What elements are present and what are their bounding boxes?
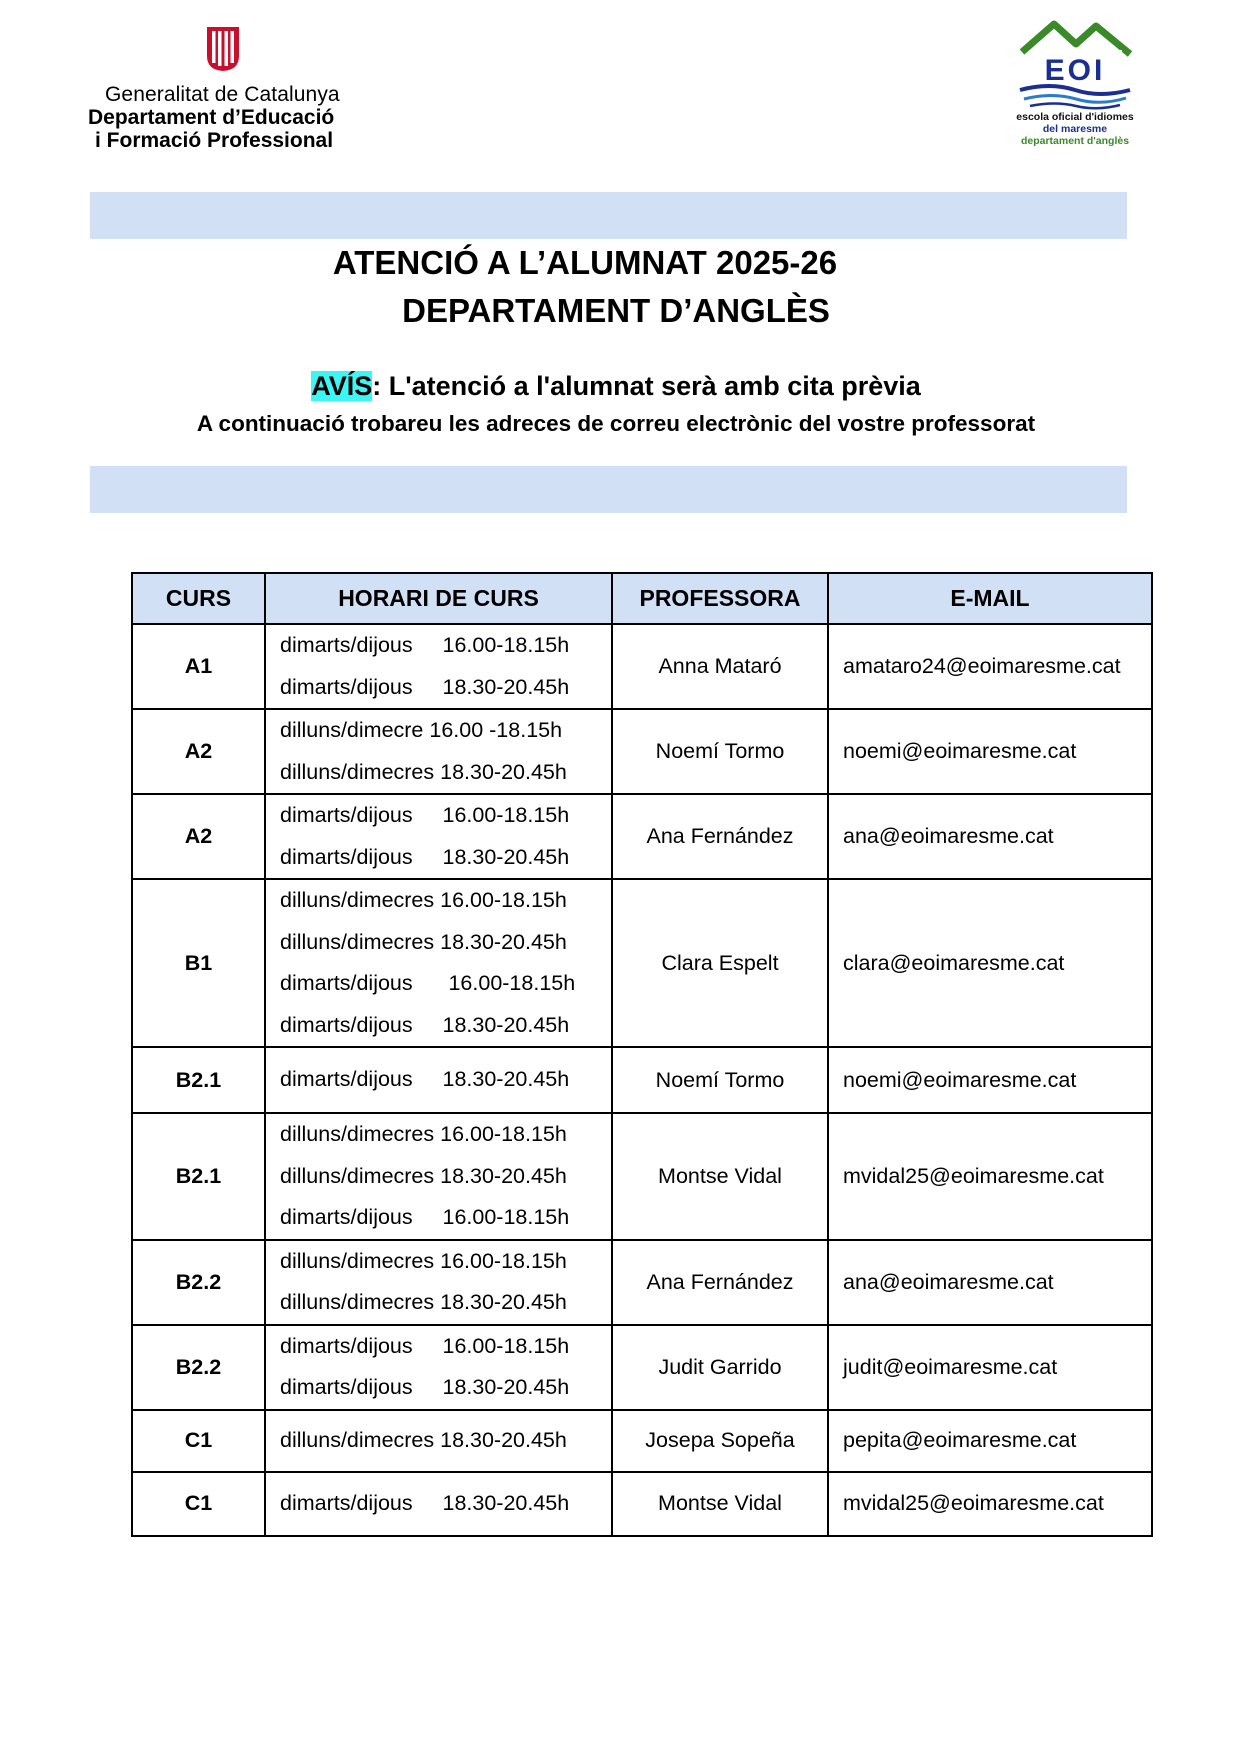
table-row: [132, 1410, 1152, 1472]
email-cell[interactable]: pepita@eoimaresme.cat: [828, 1410, 1152, 1472]
teacher-cell: Noemí Tormo: [612, 709, 828, 794]
eoi-location: del maresme: [1042, 123, 1108, 135]
schedule-cell: [265, 1240, 612, 1325]
bottom-band: [90, 466, 1127, 513]
teacher-cell: Montse Vidal: [612, 1113, 828, 1240]
schedule-line: dilluns/dimecre 16.00 -18.15h: [280, 718, 563, 742]
email-cell[interactable]: noemi@eoimaresme.cat: [828, 1047, 1152, 1113]
course-cell: B2.1: [132, 1113, 265, 1240]
schedule-line: dilluns/dimecres 16.00-18.15h: [280, 888, 567, 912]
schedule-line: dilluns/dimecres 16.00-18.15h: [280, 1248, 567, 1273]
schedule-line: dimarts/dijous 18.30-20.45h: [280, 844, 570, 869]
schedule-line: dimarts/dijous 18.30-20.45h: [280, 1490, 570, 1515]
top-band: [90, 192, 1127, 239]
schedule-line: dimarts/dijous 16.00-18.15h: [280, 971, 576, 995]
schedule-cell: [265, 1325, 612, 1410]
teacher-cell: Ana Fernández: [612, 1240, 828, 1325]
table-row: [132, 879, 1152, 1047]
table-row: [132, 624, 1152, 709]
course-cell: B2.1: [132, 1047, 265, 1113]
course-cell: C1: [132, 1472, 265, 1536]
header-professora: PROFESSORA: [612, 573, 828, 624]
schedule-line: dimarts/dijous 16.00-18.15h: [280, 1205, 570, 1229]
schedule-cell: [265, 794, 612, 879]
email-cell[interactable]: ana@eoimaresme.cat: [828, 1240, 1152, 1325]
page-title: ATENCIÓ A L’ALUMNAT 2025-26: [332, 244, 838, 281]
table-row: [132, 1472, 1152, 1536]
email-cell[interactable]: mvidal25@eoimaresme.cat: [828, 1113, 1152, 1240]
table-row: [132, 709, 1152, 794]
notice-subtext: A continuació trobareu les adreces de correu electrònic del vostre professorat: [196, 411, 1036, 436]
notice: [0, 371, 1232, 402]
course-cell: C1: [132, 1410, 265, 1472]
teacher-cell: Montse Vidal: [612, 1472, 828, 1536]
schedule-line: dimarts/dijous 16.00-18.15h: [280, 803, 570, 827]
eoi-school-name: escola oficial d'idiomes: [1016, 111, 1134, 123]
generalitat-emblem-icon: [206, 26, 240, 72]
schedule-line: dimarts/dijous 18.30-20.45h: [280, 1067, 570, 1092]
schedule-cell: [265, 1113, 612, 1240]
schedule-cell: [265, 1047, 612, 1113]
header-email: E-MAIL: [828, 573, 1152, 624]
eoi-logo: [1010, 20, 1140, 155]
schedule-table: [131, 572, 1153, 1537]
table-header-row: [132, 573, 1152, 624]
header-curs: CURS: [132, 573, 265, 624]
course-cell: B2.2: [132, 1240, 265, 1325]
teacher-cell: Noemí Tormo: [612, 1047, 828, 1113]
schedule-cell: [265, 1472, 612, 1536]
eoi-logo-text: EOI: [1044, 54, 1106, 87]
gencat-department: Departament d’Educació: [88, 106, 335, 129]
schedule-line: dilluns/dimecres 18.30-20.45h: [280, 929, 567, 954]
schedule-line: dilluns/dimecres 18.30-20.45h: [280, 1427, 567, 1452]
schedule-cell: [265, 624, 612, 709]
schedule-line: dilluns/dimecres 16.00-18.15h: [280, 1122, 567, 1146]
notice-label: AVÍS: [311, 371, 373, 401]
email-cell[interactable]: mvidal25@eoimaresme.cat: [828, 1472, 1152, 1536]
teacher-cell: Anna Mataró: [612, 624, 828, 709]
schedule-line: dimarts/dijous 16.00-18.15h: [280, 633, 570, 657]
page-subtitle: DEPARTAMENT D’ANGLÈS: [402, 292, 830, 329]
schedule-line: dimarts/dijous 18.30-20.45h: [280, 1375, 570, 1399]
eoi-department: departament d'anglès: [1020, 135, 1130, 147]
table-row: [132, 1240, 1152, 1325]
gencat-name: Generalitat de Catalunya: [105, 83, 340, 106]
course-cell: A2: [132, 709, 265, 794]
table-row: [132, 1113, 1152, 1240]
table-row: [132, 794, 1152, 879]
table-row: [132, 1047, 1152, 1113]
schedule-line: dilluns/dimecres 18.30-20.45h: [280, 759, 567, 784]
email-cell[interactable]: judit@eoimaresme.cat: [828, 1325, 1152, 1410]
email-cell[interactable]: amataro24@eoimaresme.cat: [828, 624, 1152, 709]
teacher-cell: Judit Garrido: [612, 1325, 828, 1410]
schedule-line: dilluns/dimecres 18.30-20.45h: [280, 1163, 567, 1188]
table-row: [132, 1325, 1152, 1410]
teacher-cell: Josepa Sopeña: [612, 1410, 828, 1472]
schedule-line: dimarts/dijous 18.30-20.45h: [280, 1012, 570, 1037]
email-cell[interactable]: noemi@eoimaresme.cat: [828, 709, 1152, 794]
email-cell[interactable]: ana@eoimaresme.cat: [828, 794, 1152, 879]
schedule-cell: [265, 709, 612, 794]
schedule-cell: [265, 879, 612, 1047]
schedule-line: dimarts/dijous 16.00-18.15h: [280, 1333, 570, 1358]
course-cell: B1: [132, 879, 265, 1047]
notice-text: : L'atenció a l'alumnat serà amb cita prèvia: [372, 371, 921, 401]
schedule-cell: [265, 1410, 612, 1472]
teacher-cell: Ana Fernández: [612, 794, 828, 879]
eoi-house-icon: [1010, 20, 1140, 110]
course-cell: A2: [132, 794, 265, 879]
course-cell: B2.2: [132, 1325, 265, 1410]
teacher-cell: Clara Espelt: [612, 879, 828, 1047]
course-cell: A1: [132, 624, 265, 709]
email-cell[interactable]: clara@eoimaresme.cat: [828, 879, 1152, 1047]
schedule-line: dimarts/dijous 18.30-20.45h: [280, 674, 570, 699]
header-horari: HORARI DE CURS: [265, 573, 612, 624]
gencat-department-line2: i Formació Professional: [95, 129, 334, 152]
schedule-line: dilluns/dimecres 18.30-20.45h: [280, 1290, 567, 1314]
